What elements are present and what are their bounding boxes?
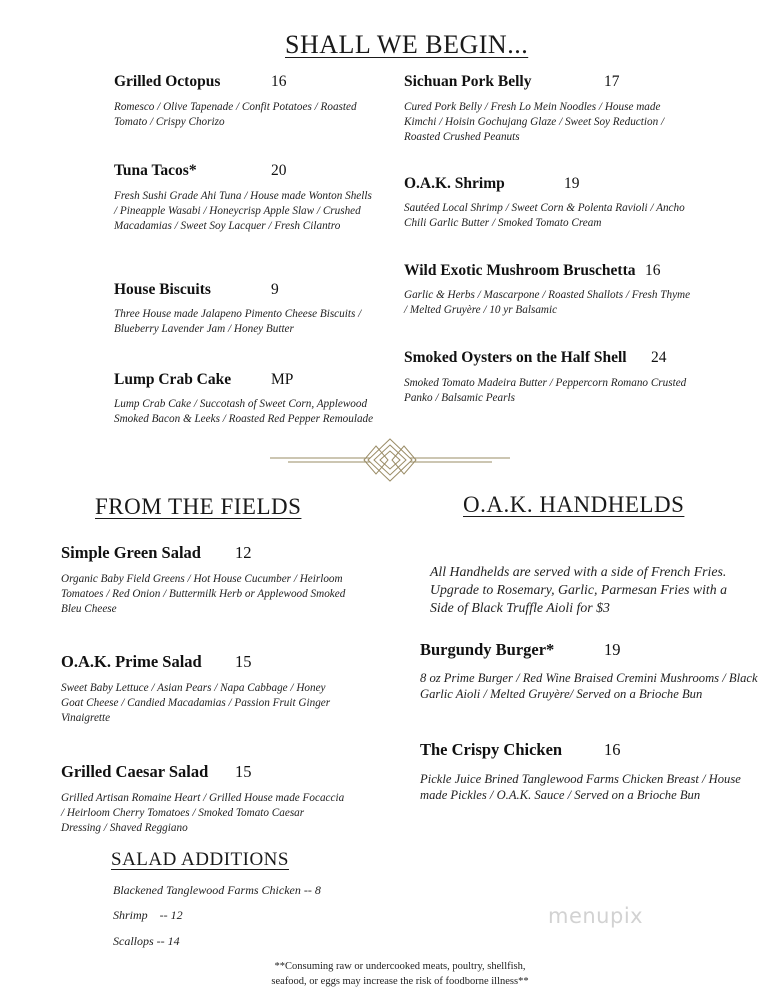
menupix-watermark: menupix xyxy=(548,904,644,928)
menu-item-description: 8 oz Prime Burger / Red Wine Braised Cremini Mushrooms / Black Garlic Aioli / Melted Gruyère/ Served on a Brioche Bun xyxy=(420,671,758,701)
salad-addition-item: Shrimp -- 12 xyxy=(113,908,183,922)
starters-section-title: SHALL WE BEGIN... xyxy=(285,30,529,59)
menu-item-description: Sweet Baby Lettuce / Asian Pears / Napa Cabbage / Honey Goat Cheese / Candied Macadamias / Passion Fruit Ginger Vinaigrette xyxy=(61,682,331,724)
allergy-footnote xyxy=(220,959,580,989)
footnote-line: **Consuming raw or undercooked meats, poultry, shellfish, xyxy=(274,961,526,972)
menu-item-name: Sichuan Pork Belly xyxy=(404,73,532,90)
menu-item-price: 20 xyxy=(271,162,287,179)
menu-item-price: 19 xyxy=(564,175,580,192)
menu-item-price: 16 xyxy=(604,740,621,759)
salad-addition-item: Scallops -- 14 xyxy=(113,934,180,948)
menu-item-description: Lump Crab Cake / Succotash of Sweet Corn, Applewood Smoked Bacon & Leeks / Roasted Red Pepper Remoulade xyxy=(114,398,374,425)
menu-item-description: Cured Pork Belly / Fresh Lo Mein Noodles / House made Kimchi / Hoisin Gochujang Glaze / Sweet Soy Reduction / Roasted Crushed Peanuts xyxy=(404,101,665,143)
menu-item-description: Pickle Juice Brined Tanglewood Farms Chicken Breast / House made Pickles / O.A.K. Sauce / Served on a Brioche Bun xyxy=(420,772,741,802)
menu-item-price: 17 xyxy=(604,73,620,90)
art-deco-divider-icon xyxy=(270,436,510,486)
menu-item-price: 19 xyxy=(604,640,621,659)
footnote-line: seafood, or eggs may increase the risk of foodborne illness** xyxy=(271,976,529,987)
menu-item-name: Tuna Tacos* xyxy=(114,162,197,179)
menu-item-price: 9 xyxy=(271,281,279,298)
menu-item-description: Organic Baby Field Greens / Hot House Cucumber / Heirloom Tomatoes / Red Onion / Buttermilk Herb or Applewood Smoked Bleu Cheese xyxy=(61,573,346,615)
menu-item-name: Grilled Octopus xyxy=(114,73,221,90)
menu-item-description: Three House made Jalapeno Pimento Cheese Biscuits / Blueberry Lavender Jam / Honey Butter xyxy=(114,308,362,335)
menu-item-description: Smoked Tomato Madeira Butter / Peppercorn Romano Crusted Panko / Balsamic Pearls xyxy=(404,377,687,404)
menu-item-description: Grilled Artisan Romaine Heart / Grilled House made Focaccia / Heirloom Cherry Tomatoes / Smoked Tomato Caesar Dressing / Shaved Reggiano xyxy=(61,792,345,834)
menu-item-name: Wild Exotic Mushroom Bruschetta xyxy=(404,262,636,279)
menu-item-price: 24 xyxy=(651,349,667,366)
handhelds-section-title: O.A.K. HANDHELDS xyxy=(463,492,685,517)
menu-item-name: O.A.K. Prime Salad xyxy=(61,652,202,671)
menu-item-name: Lump Crab Cake xyxy=(114,371,232,388)
menu-item-price: 15 xyxy=(235,652,252,671)
menu-item-description: Fresh Sushi Grade Ahi Tuna / House made Wonton Shells / Pineapple Wasabi / Honeycrisp Apple Slaw / Crushed Macadamias / Sweet Soy Lacquer / Fresh Cilantro xyxy=(114,190,372,232)
menu-item-description: Romesco / Olive Tapenade / Confit Potatoes / Roasted Tomato / Crispy Chorizo xyxy=(114,101,357,128)
menu-item-name: Simple Green Salad xyxy=(61,543,201,562)
menu-item-price: 16 xyxy=(645,262,661,279)
menu-item-name: Smoked Oysters on the Half Shell xyxy=(404,349,627,366)
menu-item-description: Garlic & Herbs / Mascarpone / Roasted Shallots / Fresh Thyme / Melted Gruyère / 10 yr Balsamic xyxy=(404,289,691,316)
menu-item-price: 16 xyxy=(271,73,287,90)
menu-item-name: Burgundy Burger* xyxy=(420,640,555,659)
handhelds-intro: All Handhelds are served with a side of French Fries. Upgrade to Rosemary, Garlic, Parmesan Fries with a Side of Black Truffle Aioli for $3 xyxy=(430,564,727,615)
additions-section-title: SALAD ADDITIONS xyxy=(111,849,289,870)
menu-item-price: 15 xyxy=(235,762,252,781)
menu-item-name: O.A.K. Shrimp xyxy=(404,175,505,192)
salad-addition-item: Blackened Tanglewood Farms Chicken -- 8 xyxy=(113,883,321,897)
menu-item-price: MP xyxy=(271,371,294,388)
fields-section-title: FROM THE FIELDS xyxy=(95,494,302,519)
menu-item-price: 12 xyxy=(235,543,252,562)
menu-item-name: Grilled Caesar Salad xyxy=(61,762,209,781)
menu-item-description: Sautéed Local Shrimp / Sweet Corn & Polenta Ravioli / Ancho Chili Garlic Butter / Smoked Tomato Cream xyxy=(404,202,685,229)
menu-item-name: The Crispy Chicken xyxy=(420,740,563,759)
menu-item-name: House Biscuits xyxy=(114,281,211,298)
